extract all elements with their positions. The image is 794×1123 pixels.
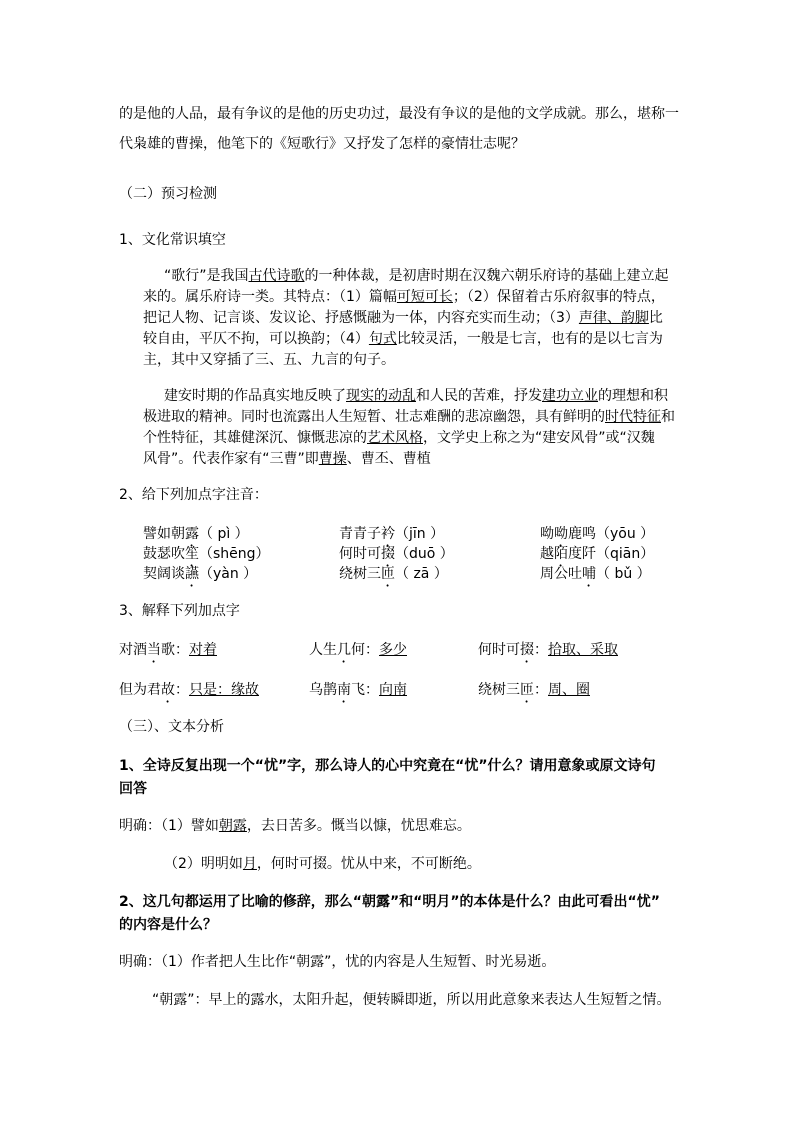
analysis-q2-answer-1: 明确：（1）作者把人生比作“朝露”，忧的内容是人生短暂、时光易逝。 xyxy=(119,954,556,970)
intro-line-2: 代枭雄的曹操，他笔下的《短歌行》又抒发了怎样的豪情壮志呢？ xyxy=(119,136,525,152)
analysis-q2-line-2: 的内容是什么？ xyxy=(119,917,217,933)
pinyin-item: 何时可掇（duō ） xyxy=(339,546,454,562)
q1-p2-line-1: 建安时期的作品真实地反映了现实的动乱和人民的苦难，抒发建功立业的理想和积 xyxy=(164,388,668,404)
definition-item: 何时可掇：拾取、采取 xyxy=(478,642,618,658)
pinyin-item: 契阔谈讌（yàn ） xyxy=(143,566,258,582)
definition-item: 但为君故：只是：缘故 xyxy=(119,682,259,698)
pinyin-item: 周公吐哺（ bǔ ） xyxy=(540,566,651,582)
analysis-q1-line-2: 回答 xyxy=(119,781,147,797)
definition-item: 对酒当歌：对着 xyxy=(119,642,217,658)
analysis-q2-answer-2: “朝露”：早上的露水，太阳升起，便转瞬即逝，所以用此意象来表达人生短暂之情。 xyxy=(152,992,671,1008)
pinyin-item: 呦呦鹿鸣（yōu ） xyxy=(540,526,655,542)
pinyin-item: 青青子衿（jīn ） xyxy=(339,526,445,542)
q1-p1-line-5: 主，其中又穿插了三、五、九言的句子。 xyxy=(143,352,395,368)
q1-p1-line-3: 把记人物、记言谈、发议论、抒感慨融为一体，内容充实而生动；（3）声律、韵脚比 xyxy=(143,310,663,326)
intro-line-1: 的是他的人品，最有争议的是他的历史功过，最没有争议的是他的文学成就。那么，堪称一 xyxy=(119,106,679,122)
q1-p2-line-3: 个性特征，其雄健深沉、慷慨悲凉的艺术风格，文学史上称之为“建安风骨”或“汉魏 xyxy=(143,430,655,446)
q1-p2-line-4: 风骨”。代表作家有“三曹”即曹操、曹丕、曹植 xyxy=(143,451,431,467)
definition-item: 绕树三匝：周、圈 xyxy=(478,682,590,698)
definition-item: 人生几何：多少 xyxy=(309,642,407,658)
section-2-heading: （二）预习检测 xyxy=(119,186,217,202)
q1-p2-line-2: 极进取的精神。同时也流露出人生短暂、壮志难酬的悲凉幽怨，具有鲜明的时代特征和 xyxy=(143,409,675,425)
analysis-q1-line-1: 1、全诗反复出现一个“忧”字，那么诗人的心中究竟在“忧”什么？请用意象或原文诗句 xyxy=(119,758,656,774)
analysis-q2-line-1: 2、这几句都运用了比喻的修辞，那么“朝露”和“明月”的本体是什么？由此可看出“忧” xyxy=(119,894,660,910)
pinyin-item: 越陌度阡（qiān） xyxy=(540,546,655,562)
q1-p1-line-2: 来的。属乐府诗一类。其特点：（1）篇幅可短可长；（2）保留着古乐府叙事的特点， xyxy=(143,289,665,305)
q1-heading: 1、文化常识填空 xyxy=(119,232,226,248)
definition-item: 乌鹊南飞：向南 xyxy=(309,682,407,698)
q2-heading: 2、给下列加点字注音： xyxy=(119,487,268,503)
pinyin-item: 鼓瑟吹笙（shēng） xyxy=(143,546,270,562)
q1-p1-line-1: “歌行”是我国古代诗歌的一种体裁，是初唐时期在汉魏六朝乐府诗的基础上建立起 xyxy=(164,268,669,284)
q3-heading: 3、解释下列加点字 xyxy=(119,603,240,619)
analysis-q1-answer-2: （2）明明如月，何时可掇。忧从中来，不可断绝。 xyxy=(164,856,481,872)
q1-p1-line-4: 较自由，平仄不拘，可以换韵；（4）句式比较灵活，一般是七言，也有的是以七言为 xyxy=(143,331,663,347)
analysis-q1-answer-1: 明确：（1）譬如朝露，去日苦多。慨当以慷，忧思难忘。 xyxy=(119,818,471,834)
pinyin-item: 绕树三匝（ zā ） xyxy=(339,566,448,582)
pinyin-item: 譬如朝露（ pì ） xyxy=(143,526,249,542)
section-3-heading: （三）、文本分析 xyxy=(119,719,224,735)
